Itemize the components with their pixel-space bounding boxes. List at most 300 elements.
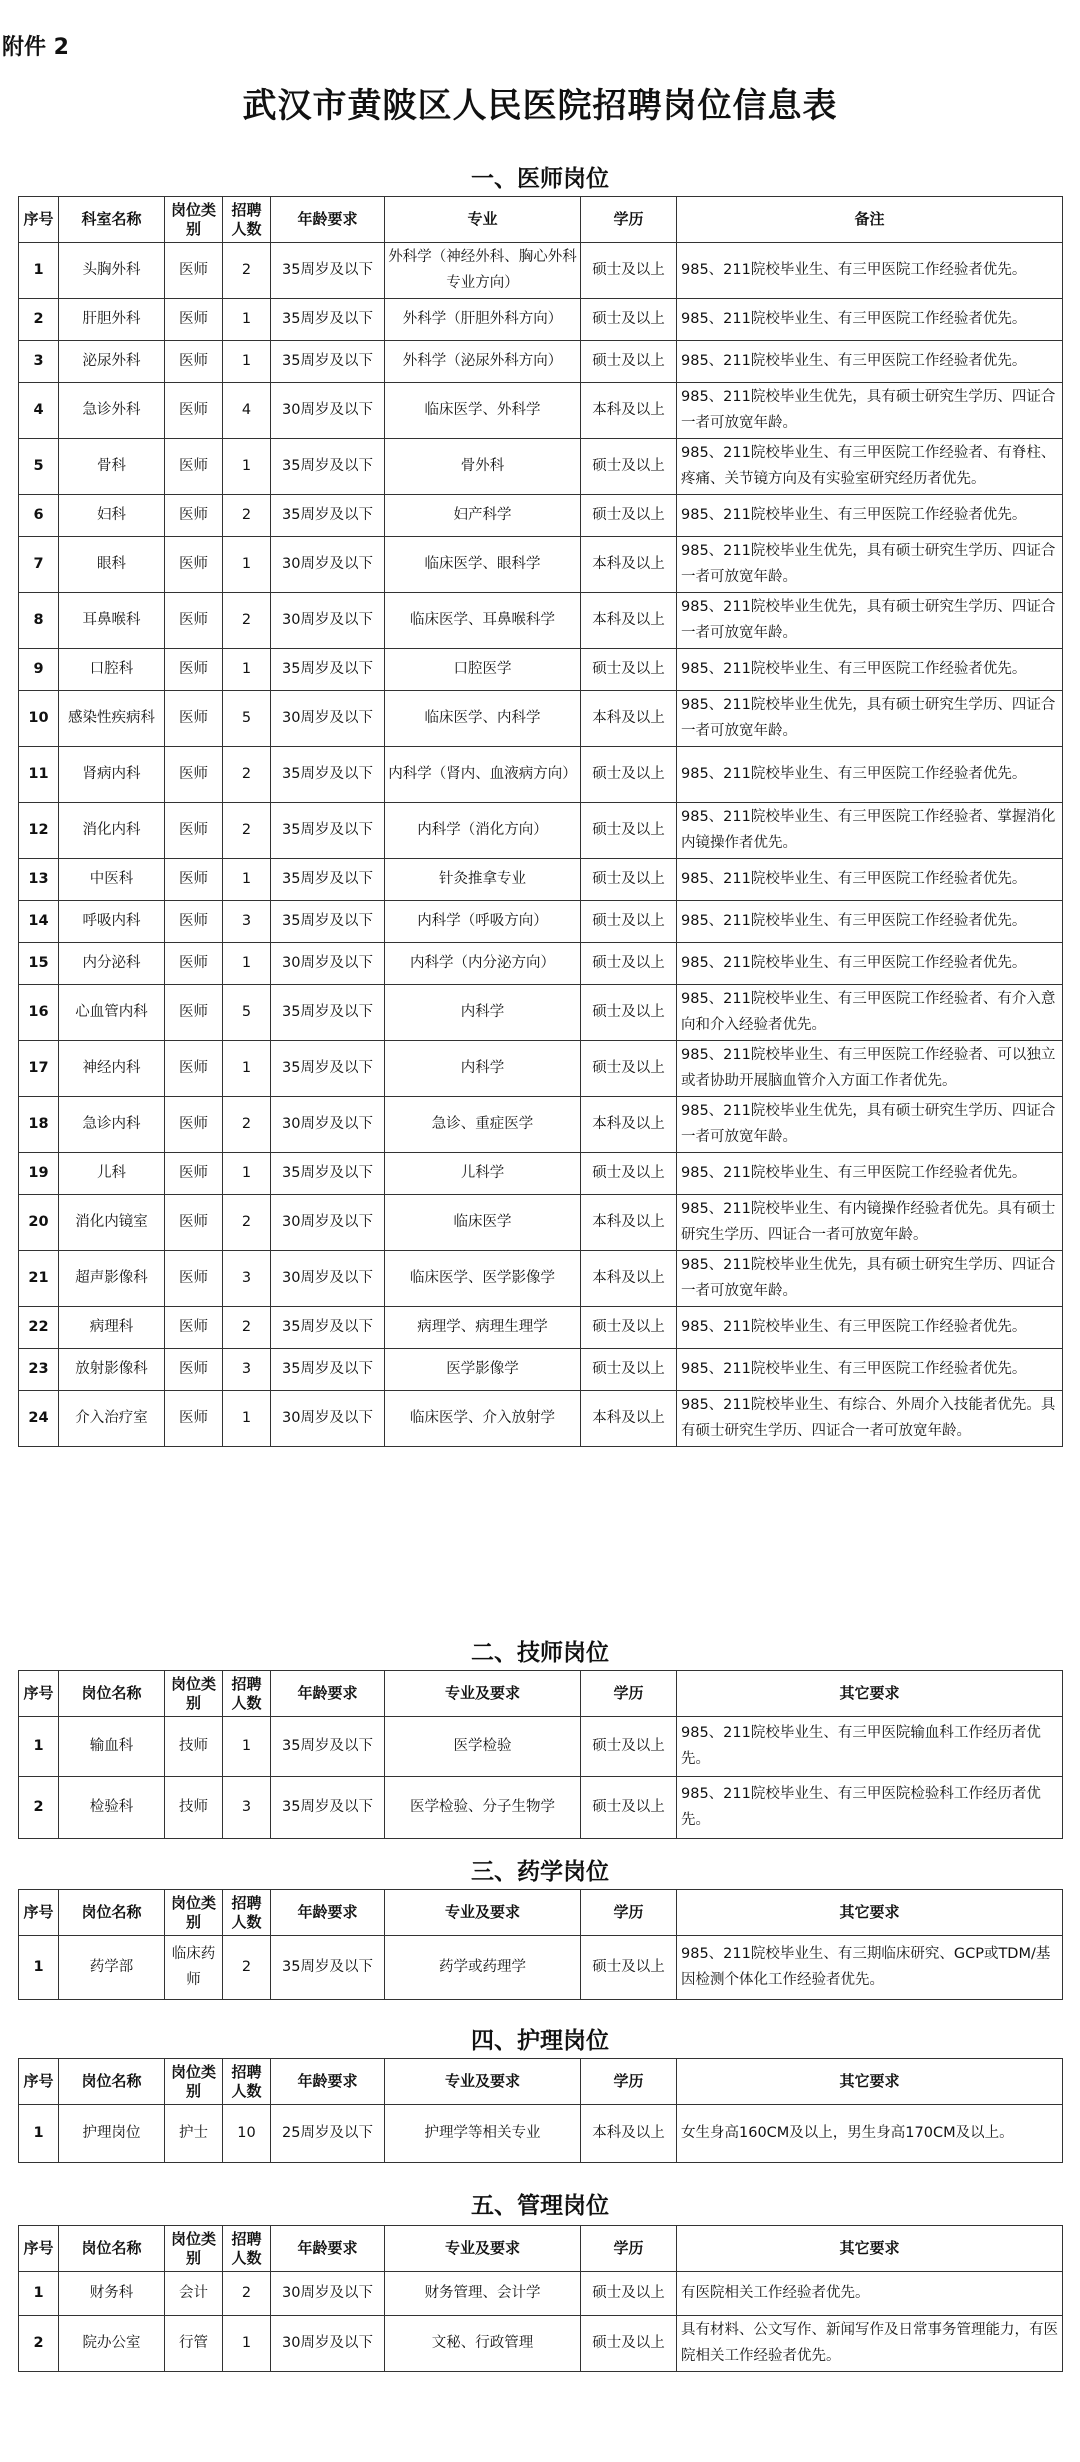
- table-cell: 5: [19, 439, 59, 495]
- section-heading: 二、技师岗位: [471, 1640, 609, 1666]
- table-cell: 1: [223, 1717, 271, 1777]
- table-cell: 35周岁及以下: [271, 747, 385, 803]
- column-header: 序号: [19, 2059, 59, 2105]
- table-cell: 医师: [165, 243, 223, 299]
- table-cell: 30周岁及以下: [271, 2316, 385, 2372]
- table-cell: 3: [223, 1349, 271, 1391]
- table-cell: 急诊、重症医学: [385, 1097, 581, 1153]
- table-cell: 35周岁及以下: [271, 495, 385, 537]
- table-cell: 护理学等相关专业: [385, 2105, 581, 2163]
- table-row: [19, 2316, 1063, 2372]
- table-cell: 临床药师: [165, 1936, 223, 2000]
- table-cell: 会计: [165, 2272, 223, 2316]
- table-cell: 8: [19, 593, 59, 649]
- table-cell: 医师: [165, 341, 223, 383]
- column-header: 岗位名称: [59, 1671, 165, 1717]
- table-cell: 5: [223, 985, 271, 1041]
- table-cell: 本科及以上: [581, 593, 677, 649]
- table-cell: 11: [19, 747, 59, 803]
- table-cell: 3: [223, 1251, 271, 1307]
- table-cell: 985、211院校毕业生优先，具有硕士研究生学历、四证合一者可放宽年龄。: [677, 537, 1063, 593]
- table-cell: 外科学（神经外科、胸心外科专业方向）: [385, 243, 581, 299]
- table-row: [19, 747, 1063, 803]
- table-cell: 院办公室: [59, 2316, 165, 2372]
- column-header: 专业及要求: [385, 2226, 581, 2272]
- table-cell: 医学检验、分子生物学: [385, 1777, 581, 1839]
- table-cell: 30周岁及以下: [271, 1195, 385, 1251]
- table-cell: 35周岁及以下: [271, 649, 385, 691]
- table-cell: 硕士及以上: [581, 859, 677, 901]
- table-cell: 35周岁及以下: [271, 1936, 385, 2000]
- table-cell: 15: [19, 943, 59, 985]
- table-cell: 985、211院校毕业生、有三甲医院工作经验者优先。: [677, 495, 1063, 537]
- table-cell: 4: [223, 383, 271, 439]
- table-cell: 985、211院校毕业生、有三甲医院工作经验者、掌握消化内镜操作者优先。: [677, 803, 1063, 859]
- table-cell: 医师: [165, 593, 223, 649]
- table-cell: 985、211院校毕业生、有三甲医院工作经验者优先。: [677, 747, 1063, 803]
- table-cell: 985、211院校毕业生、有三甲医院工作经验者、有介入意向和介入经验者优先。: [677, 985, 1063, 1041]
- recruitment-table: [18, 1889, 1063, 2000]
- table-cell: 3: [223, 901, 271, 943]
- table-cell: 985、211院校毕业生、有三甲医院工作经验者优先。: [677, 1349, 1063, 1391]
- table-cell: 985、211院校毕业生、有三甲医院工作经验者、可以独立或者协助开展脑血管介入方面工作者优先。: [677, 1041, 1063, 1097]
- column-header: 招聘人数: [223, 2059, 271, 2105]
- table-cell: 2: [223, 495, 271, 537]
- table-cell: 医学影像学: [385, 1349, 581, 1391]
- column-header: 其它要求: [677, 2059, 1063, 2105]
- recruitment-table: [18, 2225, 1063, 2372]
- table-row: [19, 943, 1063, 985]
- table-row: [19, 1195, 1063, 1251]
- table-cell: 医师: [165, 649, 223, 691]
- column-header: 学历: [581, 2059, 677, 2105]
- table-cell: 35周岁及以下: [271, 803, 385, 859]
- table-cell: 本科及以上: [581, 1097, 677, 1153]
- table-cell: 2: [223, 1097, 271, 1153]
- table-cell: 35周岁及以下: [271, 439, 385, 495]
- recruitment-table: [18, 1670, 1063, 1839]
- table-cell: 2: [223, 243, 271, 299]
- column-header: 序号: [19, 1671, 59, 1717]
- table-cell: 泌尿外科: [59, 341, 165, 383]
- column-header: 其它要求: [677, 2226, 1063, 2272]
- table-cell: 口腔医学: [385, 649, 581, 691]
- column-header: 序号: [19, 2226, 59, 2272]
- table-cell: 硕士及以上: [581, 341, 677, 383]
- table-cell: 985、211院校毕业生、有三甲医院检验科工作经历者优先。: [677, 1777, 1063, 1839]
- table-cell: 1: [223, 2316, 271, 2372]
- recruitment-table: [18, 196, 1063, 1447]
- column-header: 年龄要求: [271, 197, 385, 243]
- table-cell: 2: [19, 299, 59, 341]
- table-cell: 12: [19, 803, 59, 859]
- table-cell: 文秘、行政管理: [385, 2316, 581, 2372]
- table-cell: 1: [223, 943, 271, 985]
- column-header: 招聘人数: [223, 1890, 271, 1936]
- table-row: [19, 859, 1063, 901]
- table-cell: 医师: [165, 1349, 223, 1391]
- table-cell: 感染性疾病科: [59, 691, 165, 747]
- table-cell: 硕士及以上: [581, 1936, 677, 2000]
- table-cell: 30周岁及以下: [271, 1097, 385, 1153]
- table-cell: 1: [19, 2272, 59, 2316]
- table-cell: 外科学（肝胆外科方向）: [385, 299, 581, 341]
- table-cell: 2: [223, 1936, 271, 2000]
- table-row: [19, 1251, 1063, 1307]
- column-header: 岗位类别: [165, 2226, 223, 2272]
- table-cell: 985、211院校毕业生优先，具有硕士研究生学历、四证合一者可放宽年龄。: [677, 691, 1063, 747]
- column-header: 岗位类别: [165, 1890, 223, 1936]
- table-cell: 本科及以上: [581, 1251, 677, 1307]
- table-cell: 医师: [165, 1391, 223, 1447]
- table-header-row: [19, 2226, 1063, 2272]
- table-cell: 1: [223, 439, 271, 495]
- table-cell: 外科学（泌尿外科方向）: [385, 341, 581, 383]
- column-header: 招聘人数: [223, 197, 271, 243]
- table-cell: 985、211院校毕业生、有三期临床研究、GCP或TDM/基因检测个体化工作经验者优先。: [677, 1936, 1063, 2000]
- table-cell: 临床医学、介入放射学: [385, 1391, 581, 1447]
- table-cell: 病理科: [59, 1307, 165, 1349]
- table-cell: 35周岁及以下: [271, 1717, 385, 1777]
- table-cell: 24: [19, 1391, 59, 1447]
- table-cell: 4: [19, 383, 59, 439]
- table-cell: 1: [223, 859, 271, 901]
- column-header: 专业: [385, 197, 581, 243]
- table-cell: 13: [19, 859, 59, 901]
- table-cell: 35周岁及以下: [271, 341, 385, 383]
- table-row: [19, 1349, 1063, 1391]
- section-heading: 五、管理岗位: [471, 2193, 609, 2219]
- table-row: [19, 691, 1063, 747]
- table-cell: 医师: [165, 1153, 223, 1195]
- table-cell: 财务管理、会计学: [385, 2272, 581, 2316]
- table-cell: 1: [19, 1717, 59, 1777]
- column-header: 序号: [19, 1890, 59, 1936]
- table-cell: 35周岁及以下: [271, 1349, 385, 1391]
- table-cell: 输血科: [59, 1717, 165, 1777]
- table-cell: 具有材料、公文写作、新闻写作及日常事务管理能力，有医院相关工作经验者优先。: [677, 2316, 1063, 2372]
- table-cell: 25周岁及以下: [271, 2105, 385, 2163]
- column-header: 其它要求: [677, 1671, 1063, 1717]
- table-header-row: [19, 197, 1063, 243]
- table-row: [19, 901, 1063, 943]
- table-cell: 985、211院校毕业生、有三甲医院工作经验者优先。: [677, 901, 1063, 943]
- table-row: [19, 243, 1063, 299]
- table-cell: 硕士及以上: [581, 1153, 677, 1195]
- table-cell: 985、211院校毕业生优先，具有硕士研究生学历、四证合一者可放宽年龄。: [677, 593, 1063, 649]
- column-header: 专业及要求: [385, 1890, 581, 1936]
- table-cell: 女生身高160CM及以上，男生身高170CM及以上。: [677, 2105, 1063, 2163]
- table-cell: 35周岁及以下: [271, 901, 385, 943]
- column-header: 岗位类别: [165, 1671, 223, 1717]
- table-cell: 心血管内科: [59, 985, 165, 1041]
- table-cell: 硕士及以上: [581, 2272, 677, 2316]
- table-cell: 17: [19, 1041, 59, 1097]
- table-row: [19, 649, 1063, 691]
- table-row: [19, 495, 1063, 537]
- table-cell: 医师: [165, 1195, 223, 1251]
- table-cell: 1: [223, 299, 271, 341]
- table-cell: 985、211院校毕业生、有综合、外周介入技能者优先。具有硕士研究生学历、四证合一者可放宽年龄。: [677, 1391, 1063, 1447]
- table-cell: 内科学（呼吸方向）: [385, 901, 581, 943]
- table-cell: 硕士及以上: [581, 747, 677, 803]
- table-row: [19, 537, 1063, 593]
- table-cell: 耳鼻喉科: [59, 593, 165, 649]
- table-cell: 985、211院校毕业生、有三甲医院工作经验者优先。: [677, 859, 1063, 901]
- table-cell: 呼吸内科: [59, 901, 165, 943]
- table-cell: 中医科: [59, 859, 165, 901]
- table-cell: 药学部: [59, 1936, 165, 2000]
- column-header: 岗位类别: [165, 197, 223, 243]
- table-cell: 35周岁及以下: [271, 1153, 385, 1195]
- table-cell: 肾病内科: [59, 747, 165, 803]
- recruitment-table: [18, 2058, 1063, 2163]
- table-cell: 2: [223, 1307, 271, 1349]
- column-header: 年龄要求: [271, 2059, 385, 2105]
- column-header: 专业及要求: [385, 1671, 581, 1717]
- column-header: 岗位名称: [59, 2226, 165, 2272]
- table-row: [19, 1041, 1063, 1097]
- table-cell: 硕士及以上: [581, 299, 677, 341]
- table-cell: 医师: [165, 901, 223, 943]
- table-cell: 硕士及以上: [581, 495, 677, 537]
- table-cell: 医师: [165, 691, 223, 747]
- table-cell: 1: [223, 537, 271, 593]
- table-cell: 985、211院校毕业生优先，具有硕士研究生学历、四证合一者可放宽年龄。: [677, 1097, 1063, 1153]
- table-cell: 肝胆外科: [59, 299, 165, 341]
- table-cell: 985、211院校毕业生、有三甲医院工作经验者优先。: [677, 299, 1063, 341]
- document-title: 武汉市黄陂区人民医院招聘岗位信息表: [242, 86, 838, 126]
- table-row: [19, 1097, 1063, 1153]
- table-cell: 眼科: [59, 537, 165, 593]
- table-cell: 临床医学: [385, 1195, 581, 1251]
- column-header: 学历: [581, 2226, 677, 2272]
- table-row: [19, 341, 1063, 383]
- table-cell: 医师: [165, 943, 223, 985]
- table-cell: 30周岁及以下: [271, 537, 385, 593]
- column-header: 专业及要求: [385, 2059, 581, 2105]
- table-cell: 硕士及以上: [581, 943, 677, 985]
- table-cell: 19: [19, 1153, 59, 1195]
- table-cell: 消化内科: [59, 803, 165, 859]
- column-header: 学历: [581, 1671, 677, 1717]
- column-header: 备注: [677, 197, 1063, 243]
- table-header-row: [19, 2059, 1063, 2105]
- table-row: [19, 803, 1063, 859]
- table-cell: 985、211院校毕业生优先，具有硕士研究生学历、四证合一者可放宽年龄。: [677, 1251, 1063, 1307]
- table-cell: 儿科学: [385, 1153, 581, 1195]
- table-cell: 内分泌科: [59, 943, 165, 985]
- table-cell: 2: [19, 1777, 59, 1839]
- table-cell: 口腔科: [59, 649, 165, 691]
- table-cell: 1: [223, 341, 271, 383]
- table-cell: 2: [223, 1195, 271, 1251]
- table-cell: 急诊内科: [59, 1097, 165, 1153]
- table-cell: 3: [19, 341, 59, 383]
- table-cell: 1: [223, 1153, 271, 1195]
- table-cell: 病理学、病理生理学: [385, 1307, 581, 1349]
- table-cell: 30周岁及以下: [271, 383, 385, 439]
- table-cell: 16: [19, 985, 59, 1041]
- table-cell: 35周岁及以下: [271, 299, 385, 341]
- table-cell: 内科学（肾内、血液病方向）: [385, 747, 581, 803]
- table-cell: 2: [223, 593, 271, 649]
- table-cell: 技师: [165, 1777, 223, 1839]
- table-cell: 妇科: [59, 495, 165, 537]
- column-header: 招聘人数: [223, 2226, 271, 2272]
- table-cell: 医师: [165, 1307, 223, 1349]
- table-cell: 医师: [165, 439, 223, 495]
- table-row: [19, 439, 1063, 495]
- table-cell: 医师: [165, 537, 223, 593]
- table-cell: 检验科: [59, 1777, 165, 1839]
- table-cell: 医师: [165, 383, 223, 439]
- table-cell: 医师: [165, 803, 223, 859]
- column-header: 其它要求: [677, 1890, 1063, 1936]
- table-cell: 硕士及以上: [581, 649, 677, 691]
- table-cell: 985、211院校毕业生、有三甲医院工作经验者优先。: [677, 243, 1063, 299]
- column-header: 年龄要求: [271, 1671, 385, 1717]
- table-row: [19, 1777, 1063, 1839]
- table-cell: 硕士及以上: [581, 1777, 677, 1839]
- table-cell: 硕士及以上: [581, 1349, 677, 1391]
- table-cell: 硕士及以上: [581, 803, 677, 859]
- table-row: [19, 1153, 1063, 1195]
- table-cell: 30周岁及以下: [271, 2272, 385, 2316]
- section-heading: 四、护理岗位: [471, 2028, 609, 2054]
- table-cell: 医师: [165, 299, 223, 341]
- table-cell: 药学或药理学: [385, 1936, 581, 2000]
- column-header: 学历: [581, 1890, 677, 1936]
- table-cell: 医学检验: [385, 1717, 581, 1777]
- table-row: [19, 1391, 1063, 1447]
- table-cell: 行管: [165, 2316, 223, 2372]
- table-cell: 技师: [165, 1717, 223, 1777]
- table-cell: 超声影像科: [59, 1251, 165, 1307]
- table-cell: 18: [19, 1097, 59, 1153]
- table-header-row: [19, 1671, 1063, 1717]
- table-cell: 35周岁及以下: [271, 243, 385, 299]
- column-header: 岗位名称: [59, 1890, 165, 1936]
- table-cell: 内科学: [385, 985, 581, 1041]
- table-cell: 30周岁及以下: [271, 1391, 385, 1447]
- table-cell: 985、211院校毕业生、有三甲医院工作经验者、有脊柱、疼痛、关节镜方向及有实验室研究经历者优先。: [677, 439, 1063, 495]
- table-cell: 本科及以上: [581, 537, 677, 593]
- table-row: [19, 593, 1063, 649]
- column-header: 学历: [581, 197, 677, 243]
- table-cell: 医师: [165, 495, 223, 537]
- table-cell: 30周岁及以下: [271, 1251, 385, 1307]
- table-cell: 985、211院校毕业生、有三甲医院工作经验者优先。: [677, 1307, 1063, 1349]
- table-cell: 35周岁及以下: [271, 1041, 385, 1097]
- section-heading: 三、药学岗位: [471, 1859, 609, 1885]
- table-cell: 神经内科: [59, 1041, 165, 1097]
- table-cell: 内科学（消化方向）: [385, 803, 581, 859]
- table-cell: 临床医学、眼科学: [385, 537, 581, 593]
- table-cell: 35周岁及以下: [271, 1777, 385, 1839]
- table-cell: 985、211院校毕业生、有三甲医院工作经验者优先。: [677, 341, 1063, 383]
- table-cell: 1: [19, 1936, 59, 2000]
- table-cell: 医师: [165, 1097, 223, 1153]
- table-cell: 放射影像科: [59, 1349, 165, 1391]
- table-cell: 2: [223, 2272, 271, 2316]
- table-cell: 985、211院校毕业生、有三甲医院工作经验者优先。: [677, 649, 1063, 691]
- table-cell: 医师: [165, 859, 223, 901]
- table-cell: 23: [19, 1349, 59, 1391]
- table-cell: 硕士及以上: [581, 243, 677, 299]
- table-cell: 2: [223, 747, 271, 803]
- table-row: [19, 1936, 1063, 2000]
- table-cell: 儿科: [59, 1153, 165, 1195]
- table-row: [19, 985, 1063, 1041]
- table-cell: 20: [19, 1195, 59, 1251]
- table-cell: 针灸推拿专业: [385, 859, 581, 901]
- table-cell: 14: [19, 901, 59, 943]
- table-cell: 5: [223, 691, 271, 747]
- table-header-row: [19, 1890, 1063, 1936]
- table-cell: 本科及以上: [581, 691, 677, 747]
- table-cell: 35周岁及以下: [271, 859, 385, 901]
- table-cell: 临床医学、外科学: [385, 383, 581, 439]
- table-cell: 临床医学、医学影像学: [385, 1251, 581, 1307]
- table-cell: 6: [19, 495, 59, 537]
- table-cell: 1: [223, 649, 271, 691]
- table-row: [19, 2105, 1063, 2163]
- table-cell: 22: [19, 1307, 59, 1349]
- table-cell: 骨外科: [385, 439, 581, 495]
- table-cell: 985、211院校毕业生优先，具有硕士研究生学历、四证合一者可放宽年龄。: [677, 383, 1063, 439]
- table-cell: 医师: [165, 985, 223, 1041]
- table-cell: 本科及以上: [581, 1195, 677, 1251]
- table-cell: 本科及以上: [581, 2105, 677, 2163]
- table-cell: 10: [19, 691, 59, 747]
- column-header: 岗位类别: [165, 2059, 223, 2105]
- table-row: [19, 1307, 1063, 1349]
- table-cell: 985、211院校毕业生、有三甲医院工作经验者优先。: [677, 943, 1063, 985]
- table-cell: 硕士及以上: [581, 901, 677, 943]
- table-cell: 临床医学、耳鼻喉科学: [385, 593, 581, 649]
- table-cell: 硕士及以上: [581, 985, 677, 1041]
- table-cell: 医师: [165, 1041, 223, 1097]
- table-cell: 1: [223, 1391, 271, 1447]
- table-cell: 护理岗位: [59, 2105, 165, 2163]
- table-cell: 护士: [165, 2105, 223, 2163]
- table-row: [19, 1717, 1063, 1777]
- table-cell: 3: [223, 1777, 271, 1839]
- table-cell: 985、211院校毕业生、有三甲医院输血科工作经历者优先。: [677, 1717, 1063, 1777]
- column-header: 招聘人数: [223, 1671, 271, 1717]
- table-cell: 内科学: [385, 1041, 581, 1097]
- table-cell: 1: [19, 243, 59, 299]
- table-cell: 内科学（内分泌方向）: [385, 943, 581, 985]
- table-cell: 临床医学、内科学: [385, 691, 581, 747]
- table-cell: 2: [223, 803, 271, 859]
- column-header: 科室名称: [59, 197, 165, 243]
- table-cell: 21: [19, 1251, 59, 1307]
- table-cell: 骨科: [59, 439, 165, 495]
- column-header: 年龄要求: [271, 2226, 385, 2272]
- table-cell: 消化内镜室: [59, 1195, 165, 1251]
- table-cell: 介入治疗室: [59, 1391, 165, 1447]
- table-cell: 1: [19, 2105, 59, 2163]
- table-row: [19, 2272, 1063, 2316]
- table-cell: 有医院相关工作经验者优先。: [677, 2272, 1063, 2316]
- table-cell: 急诊外科: [59, 383, 165, 439]
- attachment-label: 附件 2: [2, 35, 69, 60]
- table-cell: 1: [223, 1041, 271, 1097]
- table-cell: 2: [19, 2316, 59, 2372]
- table-cell: 妇产科学: [385, 495, 581, 537]
